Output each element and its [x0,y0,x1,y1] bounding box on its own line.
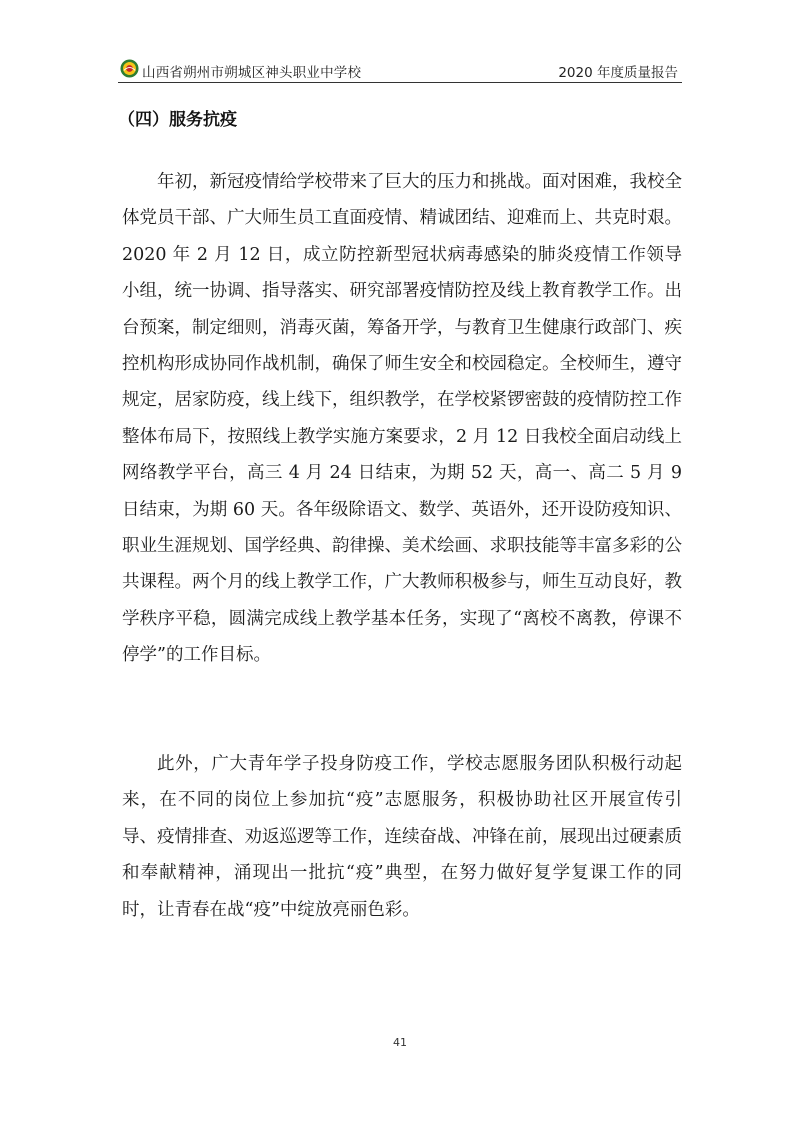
report-title: 2020 年度质量报告 [558,65,678,81]
paragraph-1: 年初，新冠疫情给学校带来了巨大的压力和挑战。面对困难，我校全体党员干部、广大师生员工直面疫情、精诚团结、迎难而上、共克时艰。2020 年 2 月 12 日，成立防控新型冠状病毒感染的肺炎疫情工作领导小组，统一协调、指导落实、研究部署疫情防控及线上教育教学工作。出台预案，制定细则，消毒灭菌，筹备开学，与教育卫生健康行政部门、疾控机构形成协同作战机制，确保了师生安全和校园稳定。全校师生，遵守规定，居家防疫，线上线下，组织教学，在学校紧锣密鼓的疫情防控工作整体布局下，按照线上教学实施方案要求，2 月 12 日我校全面启动线上网络教学平台，高三 4 月 24 日结束，为期 52 天，高一、高二 5 月 9 日结束，为期 60 天。各年级除语文、数学、英语外，还开设防疫知识、职业生涯规划、国学经典、韵律操、美术绘画、求职技能等丰富多彩的公共课程。两个月的线上教学工作，广大教师积极参与，师生互动良好，教学秩序平稳，圆满完成线上教学基本任务，实现了“离校不离教，停课不停学”的工作目标。 [122,172,682,666]
school-emblem-icon [120,59,139,78]
school-name: 山西省朔州市朔城区神头职业中学校 [142,65,362,81]
page-number: 41 [393,1036,407,1049]
paragraph-2: 此外，广大青年学子投身防疫工作，学校志愿服务团队积极行动起来，在不同的岗位上参加抗“疫”志愿服务，积极协助社区开展宣传引导、疫情排查、劝返巡逻等工作，连续奋战、冲锋在前，展现出过硬素质和奉献精神，涌现出一批抗“疫”典型，在努力做好复学复课工作的同时，让青春在战“疫”中绽放亮丽色彩。 [122,754,682,920]
page-header [118,56,682,83]
section-title: （四）服务抗疫 [118,110,237,130]
